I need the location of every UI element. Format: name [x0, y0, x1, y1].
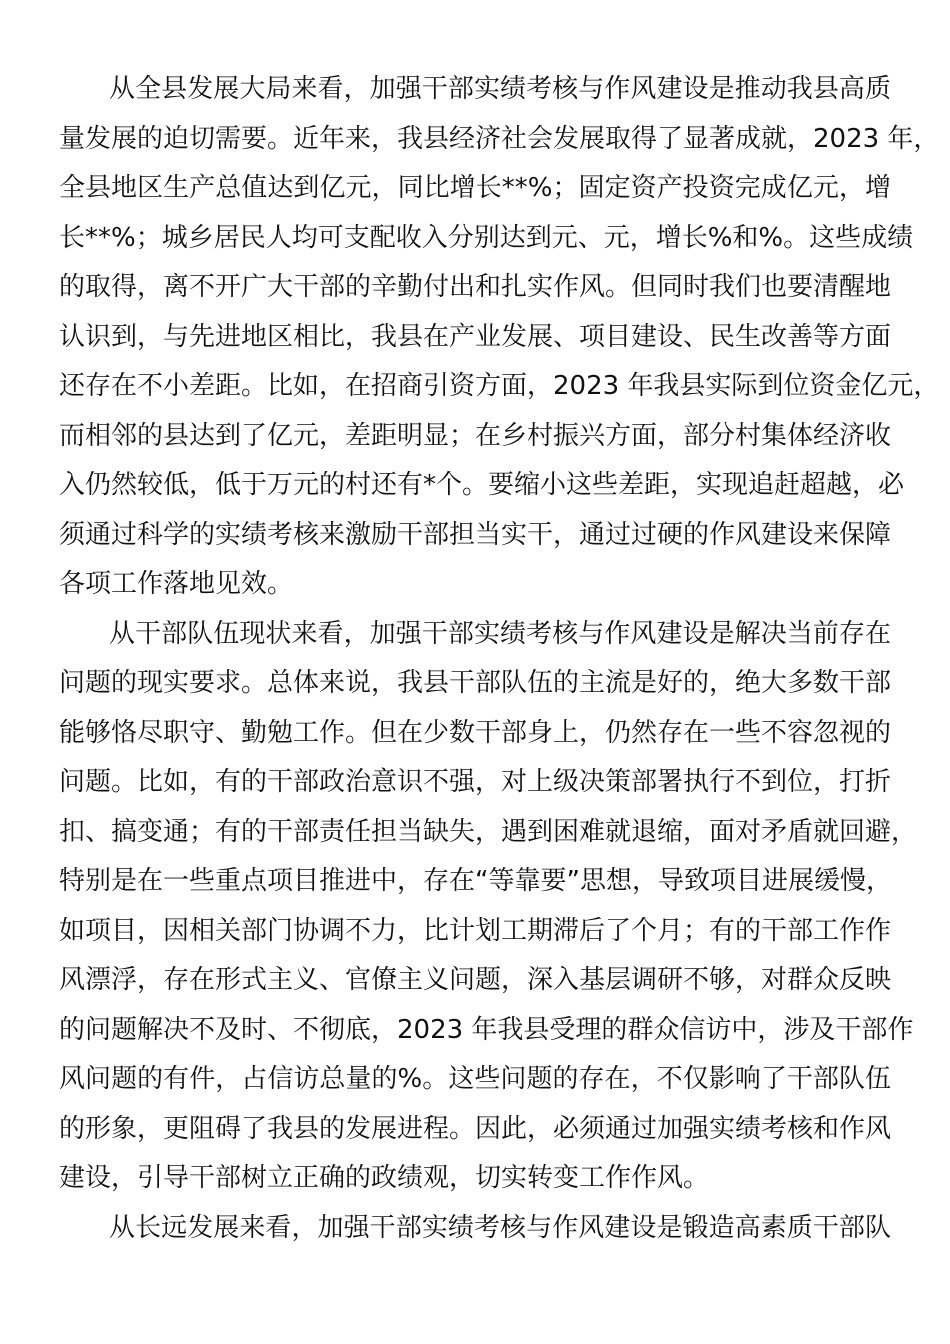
- paragraph-2-line-10: 风问题的有件，占信访总量的%。这些问题的存在，不仅影响了干部队伍: [59, 1064, 891, 1094]
- paragraph-3-line-1: 从长远发展来看，加强干部实绩考核与作风建设是锻造高素质干部队: [109, 1213, 891, 1243]
- paragraph-2-line-2: 问题的现实要求。总体来说，我县干部队伍的主流是好的，绝大多数干部: [59, 668, 892, 698]
- paragraph-2-line-6: 特别是在一些重点项目推进中，存在“等靠要”思想，导致项目进展缓慢，: [59, 866, 892, 896]
- paragraph-2-line-8: 风漂浮，存在形式主义、官僚主义问题，深入基层调研不够，对群众反映: [59, 965, 892, 995]
- paragraph-1-line-6: 认识到，与先进地区相比，我县在产业发展、项目建设、民生改善等方面: [59, 322, 892, 352]
- paragraph-2-line-7: 如项目，因相关部门协调不力，比计划工期滞后了个月；有的干部工作作: [59, 916, 892, 946]
- paragraph-2-line-9: 的问题解决不及时、不彻底，2023 年我县受理的群众信访中，涉及干部作: [59, 1015, 914, 1045]
- paragraph-1-line-4: 长**%；城乡居民人均可支配收入分别达到元、元，增长%和%。这些成绩: [59, 223, 914, 253]
- paragraph-1-line-11: 各项工作落地见效。: [59, 569, 294, 599]
- paragraph-2-line-11: 的形象，更阻碍了我县的发展进程。因此，必须通过加强实绩考核和作风: [59, 1114, 892, 1144]
- paragraph-2-line-5: 扣、搞变通；有的干部责任担当缺失，遇到困难就退缩，面对矛盾就回避，: [59, 817, 918, 847]
- paragraph-2-line-12: 建设，引导干部树立正确的政绩观，切实转变工作作风。: [59, 1163, 710, 1193]
- paragraph-1-line-3: 全县地区生产总值达到亿元，同比增长**%；固定资产投资完成亿元，增: [59, 173, 891, 203]
- paragraph-1-line-2: 量发展的迫切需要。近年来，我县经济社会发展取得了显著成就，2023 年，: [59, 124, 940, 154]
- paragraph-1-line-1: 从全县发展大局来看，加强干部实绩考核与作风建设是推动我县高质: [109, 74, 891, 104]
- paragraph-1-line-9: 入仍然较低，低于万元的村还有*个。要缩小这些差距，实现追赶超越，必: [59, 470, 905, 500]
- paragraph-2-line-1: 从干部队伍现状来看，加强干部实绩考核与作风建设是解决当前存在: [109, 619, 891, 649]
- paragraph-1-line-5: 的取得，离不开广大干部的辛勤付出和扎实作风。但同时我们也要清醒地: [59, 272, 892, 302]
- paragraph-1-line-10: 须通过科学的实绩考核来激励干部担当实干，通过过硬的作风建设来保障: [59, 520, 892, 550]
- paragraph-1-line-8: 而相邻的县达到了亿元，差距明显；在乡村振兴方面，部分村集体经济收: [59, 421, 892, 451]
- paragraph-1-line-7: 还存在不小差距。比如，在招商引资方面，2023 年我县实际到位资金亿元，: [59, 371, 940, 401]
- paragraph-2-line-4: 问题。比如，有的干部政治意识不强，对上级决策部署执行不到位，打折: [59, 767, 892, 797]
- paragraph-2-line-3: 能够恪尽职守、勤勉工作。但在少数干部身上，仍然存在一些不容忽视的: [59, 718, 892, 748]
